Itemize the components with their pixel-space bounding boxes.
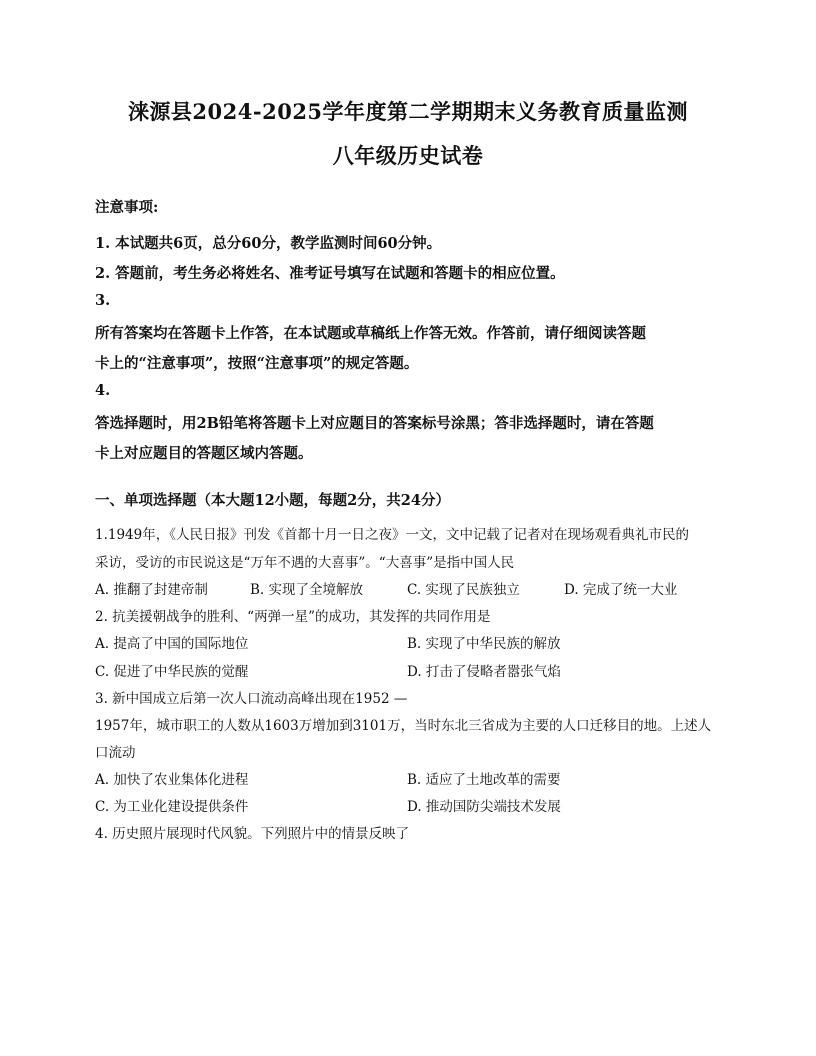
note-3-number: 3. [95,292,111,309]
section-1-heading: 一、单项选择题（本大题12小题，每题2分，共24分） [95,492,450,509]
question-3-line-2: 1957年，城市职工的人数从1603万增加到3101万，当时东北三省成为主要的人口迁移目的地。上述人 [95,718,712,734]
question-1-line-1: 1.1949年，《人民日报》刊发《首都十月一日之夜》一文，文中记载了记者对在现场观看典礼市民的 [95,527,689,543]
question-2-option-a: A. 提高了中国的国际地位 [95,636,249,652]
exam-subtitle: 八年级历史试卷 [332,143,484,168]
question-2-option-c: C. 促进了中华民族的觉醒 [95,664,249,680]
question-1-option-b: B. 实现了全境解放 [250,582,364,598]
question-2-line-1: 2. 抗美援朝战争的胜利、“两弹一星”的成功，其发挥的共同作用是 [95,609,491,625]
exam-title: 涞源县2024-2025学年度第二学期期末义务教育质量监测 [127,99,689,124]
question-2-option-b: B. 实现了中华民族的解放 [407,636,561,652]
question-1-option-c: C. 实现了民族独立 [407,582,520,598]
question-3-option-a: A. 加快了农业集体化进程 [95,772,249,788]
note-4-line-1: 答选择题时，用2B铅笔将答题卡上对应题目的答案标号涂黑；答非选择题时，请在答题 [95,415,654,432]
question-4-line-1: 4. 历史照片展现时代风貌。下列照片中的情景反映了 [95,826,410,842]
note-4-line-2: 卡上对应题目的答题区域内答题。 [95,445,313,462]
note-4-number: 4. [95,382,111,399]
note-1: 1. 本试题共6页，总分60分，教学监测时间60分钟。 [95,235,442,252]
question-1-option-a: A. 推翻了封建帝制 [95,582,208,598]
question-3-option-d: D. 推动国防尖端技术发展 [407,799,561,815]
question-2-option-d: D. 打击了侵略者嚣张气焰 [407,664,561,680]
note-3-line-2: 卡上的“注意事项”，按照“注意事项”的规定答题。 [95,355,419,372]
notes-heading: 注意事项: [95,199,159,216]
note-2: 2. 答题前，考生务必将姓名、准考证号填写在试题和答题卡的相应位置。 [95,265,565,282]
question-3-line-1: 3. 新中国成立后第一次人口流动高峰出现在1952 — [95,691,408,707]
question-3-option-b: B. 适应了土地改革的需要 [407,772,561,788]
question-1-line-2: 采访，受访的市民说这是“万年不遇的大喜事”。“大喜事”是指中国人民 [95,555,515,571]
question-3-option-c: C. 为工业化建设提供条件 [95,799,249,815]
note-3-line-1: 所有答案均在答题卡上作答，在本试题或草稿纸上作答无效。作答前，请仔细阅读答题 [95,325,646,342]
question-3-line-3: 口流动 [95,745,136,761]
question-1-option-d: D. 完成了统一大业 [564,582,678,598]
